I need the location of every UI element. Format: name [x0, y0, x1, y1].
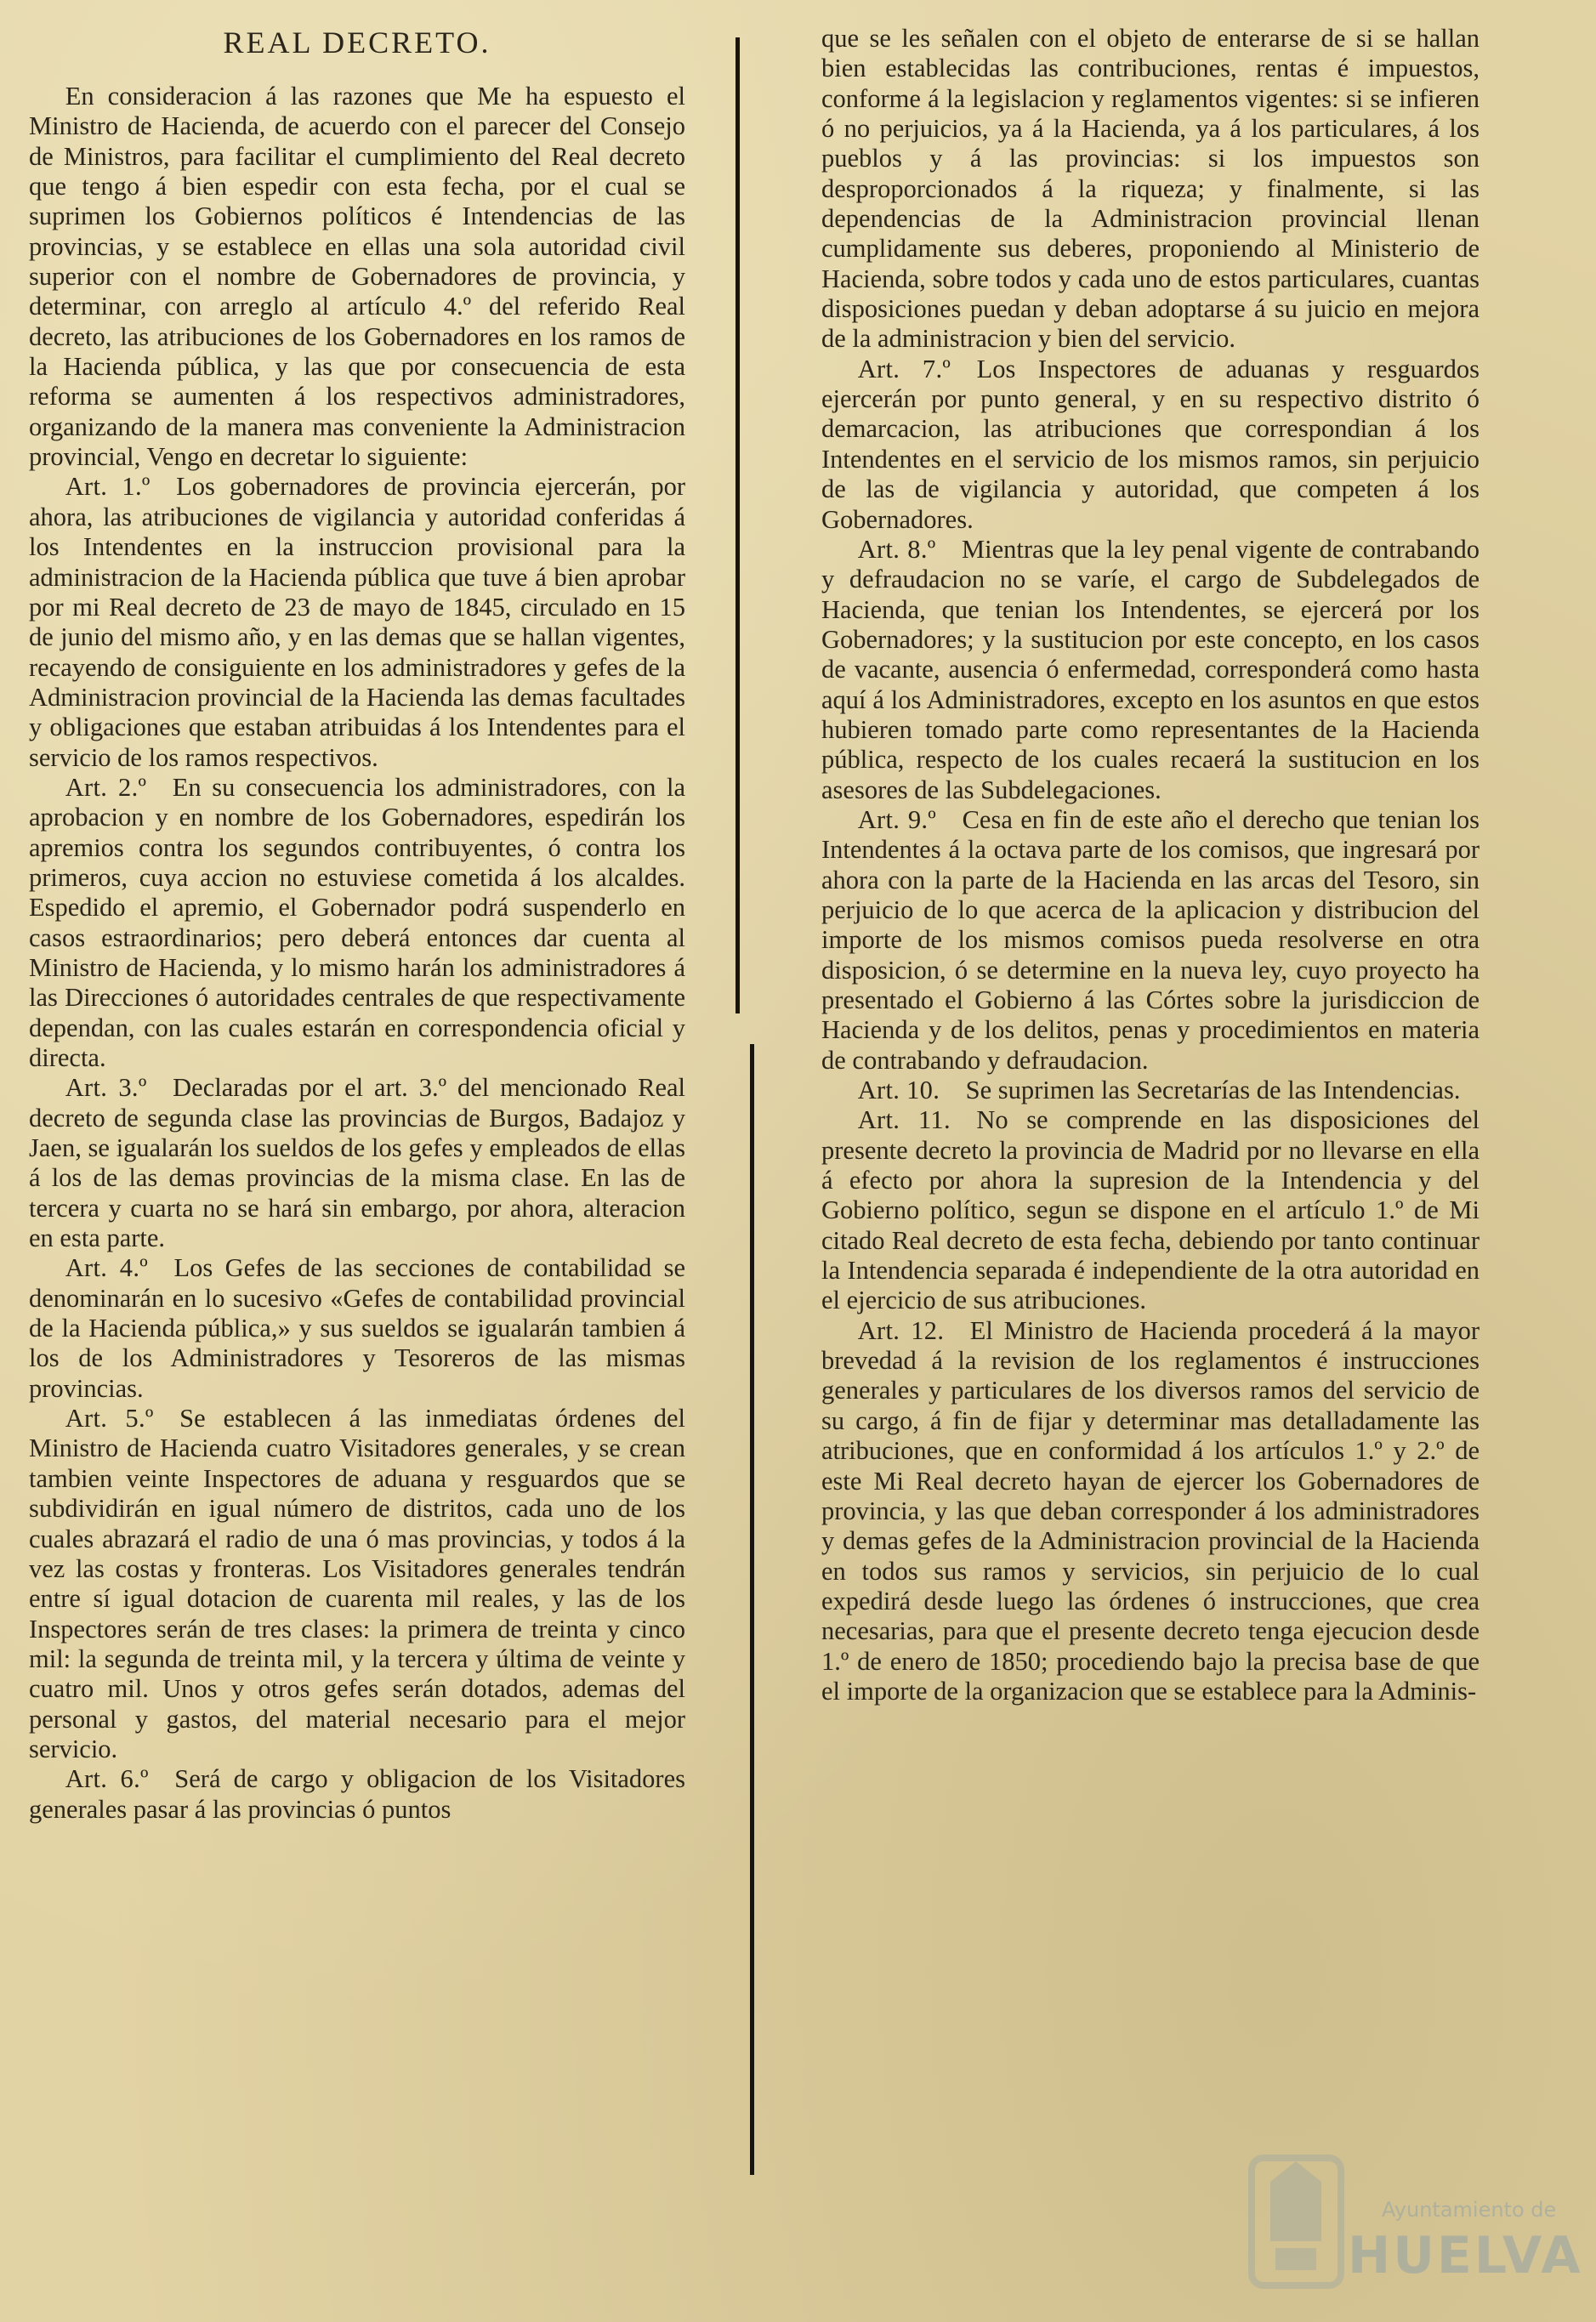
decree-paragraph [821, 1076, 1480, 1105]
right-paragraphs [821, 24, 1480, 1706]
decree-paragraph [821, 24, 1480, 355]
article-label: Art. 3.º [65, 1073, 147, 1103]
article-text: Se establecen á las inmediatas órdenes del Ministro de Hacienda cuatro Visitadores generales, y se crean tambien veinte Inspectores de aduana y resguardos que se subdividirán en igual número de distritos, cada uno de los cuales abrazará el radio de una ó mas provincias, y todos á la vez las costas y fronteras. Los Visitadores generales tendrán entre sí igual dotacion de cuarenta mil reales, y las de los Inspectores serán de tres clases: la primera de treinta y cinco mil: la segunda de treinta mil, y la tercera y última de veinte y cuatro mil. Unos y otros gefes serán dotados, ademas del personal y gastos, del material necesario para el mejor servicio. [29, 1404, 685, 1763]
watermark-name: HUELVA [1348, 2226, 1583, 2285]
decree-paragraph [821, 355, 1480, 535]
decree-paragraph [29, 82, 685, 472]
decree-heading: REAL DECRETO. [223, 26, 491, 60]
article-text: No se comprende en las disposiciones del presente decreto la provincia de Madrid por no llevarse en ella á efecto por ahora la supresion de la Intendencia y del Gobierno político, segun se dispone en el artículo 1.º de Mi citado Real decreto de esta fecha, debiendo por tanto continuar la Intendencia separada é independiente de la otra autoridad en el ejercicio de sus atribuciones. [821, 1105, 1480, 1315]
article-text: Los gobernadores de provincia ejercerán, por ahora, las atribuciones de vigilancia y autoridad conferidas á los Intendentes en la instruccion provisional para la administracion de la Hacienda pública que tuve á bien aprobar por mi Real decreto de 23 de mayo de 1845, circulado en 15 de junio del mismo año, y en las demas que se hallan vigentes, recayendo de consiguiente en los administradores y gefes de la Administracion provincial de la Hacienda las demas facultades y obligaciones que estaban atribuidas á los Intendentes para el servicio de los ramos respectivos. [29, 472, 685, 772]
article-text: Declaradas por el art. 3.º del mencionado Real decreto de segunda clase las provincias de Burgos, Badajoz y Jaen, se igualarán los sueldos de los gefes y empleados de ellas á los de las demas provincias de la misma clase. En las de tercera y cuarta no se hará sin embargo, por ahora, alteracion en esta parte. [29, 1073, 686, 1253]
article-text: Se suprimen las Secretarías de las Intendencias. [965, 1076, 1461, 1105]
decree-paragraph [29, 1253, 685, 1404]
article-label: Art. 9.º [857, 804, 937, 834]
article-text: Mientras que la ley penal vigente de contrabando y defraudacion no se varíe, el cargo de Subdelegados de Hacienda, que tenian los Intendentes, se ejercerá por los Gobernadores; y la sustitucion por este concepto, en los casos de vacante, ausencia ó enfermedad, corresponderá como hasta aquí á los Administradores, excepto en los asuntos en que estos hubieren tomado parte como representantes de la Hacienda pública, respecto de los cuales recaerá la sustitucion en los asesores de las Subdelegaciones. [821, 534, 1480, 804]
column-rule-lower [750, 1044, 754, 2175]
decree-paragraph [29, 1764, 685, 1825]
article-text: El Ministro de Hacienda procederá á la mayor brevedad á la revision de los reglamentos é instrucciones generales y particulares de los diversos ramos del servicio de su cargo, á fin de fijar y determinar mas detalladamente las atribuciones, que en conformidad á los artículos 1.º y 2.º de este Mi Real decreto hayan de ejercer los Gobernadores de provincia, y las que deban corresponder á los administradores y demas gefes de la Administracion provincial de la Hacienda en todos sus ramos y servicios, sin perjuicio de lo cual expedirá desde luego las órdenes ó instrucciones, que crea necesarias, para que el presente decreto tenga ejecucion desde 1.º de enero de 1850; procediendo bajo la precisa base de que el importe de la organizacion que se establece para la Adminis- [821, 1315, 1480, 1706]
decree-paragraph [29, 773, 685, 1073]
decree-paragraph [29, 1404, 685, 1764]
article-text: que se les señalen con el objeto de enterarse de si se hallan bien establecidas las contribuciones, rentas é impuestos, conforme á la legislacion y reglamentos vigentes: si se infieren ó no perjuicios, ya á la Hacienda, ya á los particulares, á los pueblos y á las provincias: si los impuestos son desproporcionados á la riqueza; y finalmente, si las dependencias de la Administracion provincial llenan cumplidamente sus deberes, proponiendo al Ministerio de Hacienda, sobre todos y cada uno de estos particulares, cuantas disposiciones puedan y deban adoptarse á su juicio en mejora de la administracion y bien del servicio. [821, 24, 1480, 354]
article-label: Art. 10. [857, 1076, 940, 1105]
decree-paragraph [29, 1073, 685, 1253]
article-label: Art. 2.º [65, 772, 147, 802]
decree-paragraph [821, 805, 1480, 1076]
decree-paragraph [821, 1105, 1480, 1315]
article-label: Art. 8.º [857, 534, 936, 564]
article-text: Será de cargo y obligacion de los Visitadores generales pasar á las provincias ó puntos [29, 1764, 685, 1824]
left-column [29, 24, 685, 1825]
decree-paragraph [821, 1316, 1480, 1706]
article-text: En consideracion á las razones que Me ha espuesto el Ministro de Hacienda, de acuerdo con el parecer del Consejo de Ministros, para facilitar el cumplimiento del Real decreto que tengo á bien espedir con esta fecha, por el cual se suprimen los Gobiernos políticos é Intendencias de las provincias, y se establece en ellas una sola autoridad civil superior con el nombre de Gobernadores de provincia, y determinar, con arreglo al artículo 4.º del referido Real decreto, las atribuciones de los Gobernadores en los ramos de la Hacienda pública, y las que por consecuencia de esta reforma se aumenten á los respectivos administradores, organizando de la manera mas conveniente la Administracion provincial, Vengo en decretar lo siguiente: [29, 82, 685, 472]
left-paragraphs [29, 82, 685, 1825]
article-label: Art. 12. [857, 1315, 945, 1345]
article-text: Los Gefes de las secciones de contabilidad se denominarán en lo sucesivo «Gefes de contabilidad provincial de la Hacienda pública,» y sus sueldos se igualarán tambien á los de los Administradores y Tesoreros de las mismas provincias. [29, 1253, 686, 1403]
decree-paragraph [29, 472, 685, 772]
article-label: Art. 1.º [65, 472, 151, 502]
article-text: En su consecuencia los administradores, con la aprobacion y en nombre de los Gobernadores, espedirán los apremios contra los segundos contribuyentes, ó contra los primeros, cuya accion no estuviese cometida á los alcaldes. Espedido el apremio, el Gobernador podrá suspenderlo en casos estraordinarios; pero deberá entonces dar cuenta al Ministro de Hacienda, y lo mismo harán los administradores á las Direcciones ó autoridades centrales de que respectivamente dependan, con las cuales estarán en correspondencia oficial y directa. [29, 772, 685, 1072]
article-label: Art. 6.º [65, 1764, 149, 1794]
article-label: Art. 11. [857, 1105, 951, 1135]
right-column [821, 24, 1480, 1706]
watermark-subtitle: Ayuntamiento de [1382, 2198, 1557, 2222]
decree-paragraph [821, 535, 1480, 805]
article-label: Art. 4.º [65, 1253, 149, 1283]
article-text: Cesa en fin de este año el derecho que tenian los Intendentes á la octava parte de los comisos, que ingresará por ahora con la parte de la Hacienda en las arcas del Tesoro, sin perjuicio de lo que acerca de la aplicacion y distribucion del importe de los mismos comisos pueda resolverse en otra disposicion, ó se determine en la nueva ley, cuyo proyecto ha presentado el Gobierno á las Córtes sobre la jurisdiccion de Hacienda y de los delitos, penas y procedimientos en materia de contrabando y defraudacion. [821, 804, 1480, 1075]
column-rule-upper [736, 37, 740, 1013]
article-text: Los Inspectores de aduanas y resguardos ejercerán por punto general, y en su respectivo distrito ó demarcacion, las atribuciones que correspondian á los Intendentes en el servicio de los mismos ramos, sin perjuicio de las de vigilancia y autoridad, que competen á los Gobernadores. [821, 354, 1480, 534]
article-label: Art. 5.º [65, 1404, 154, 1434]
article-label: Art. 7.º [857, 354, 951, 383]
